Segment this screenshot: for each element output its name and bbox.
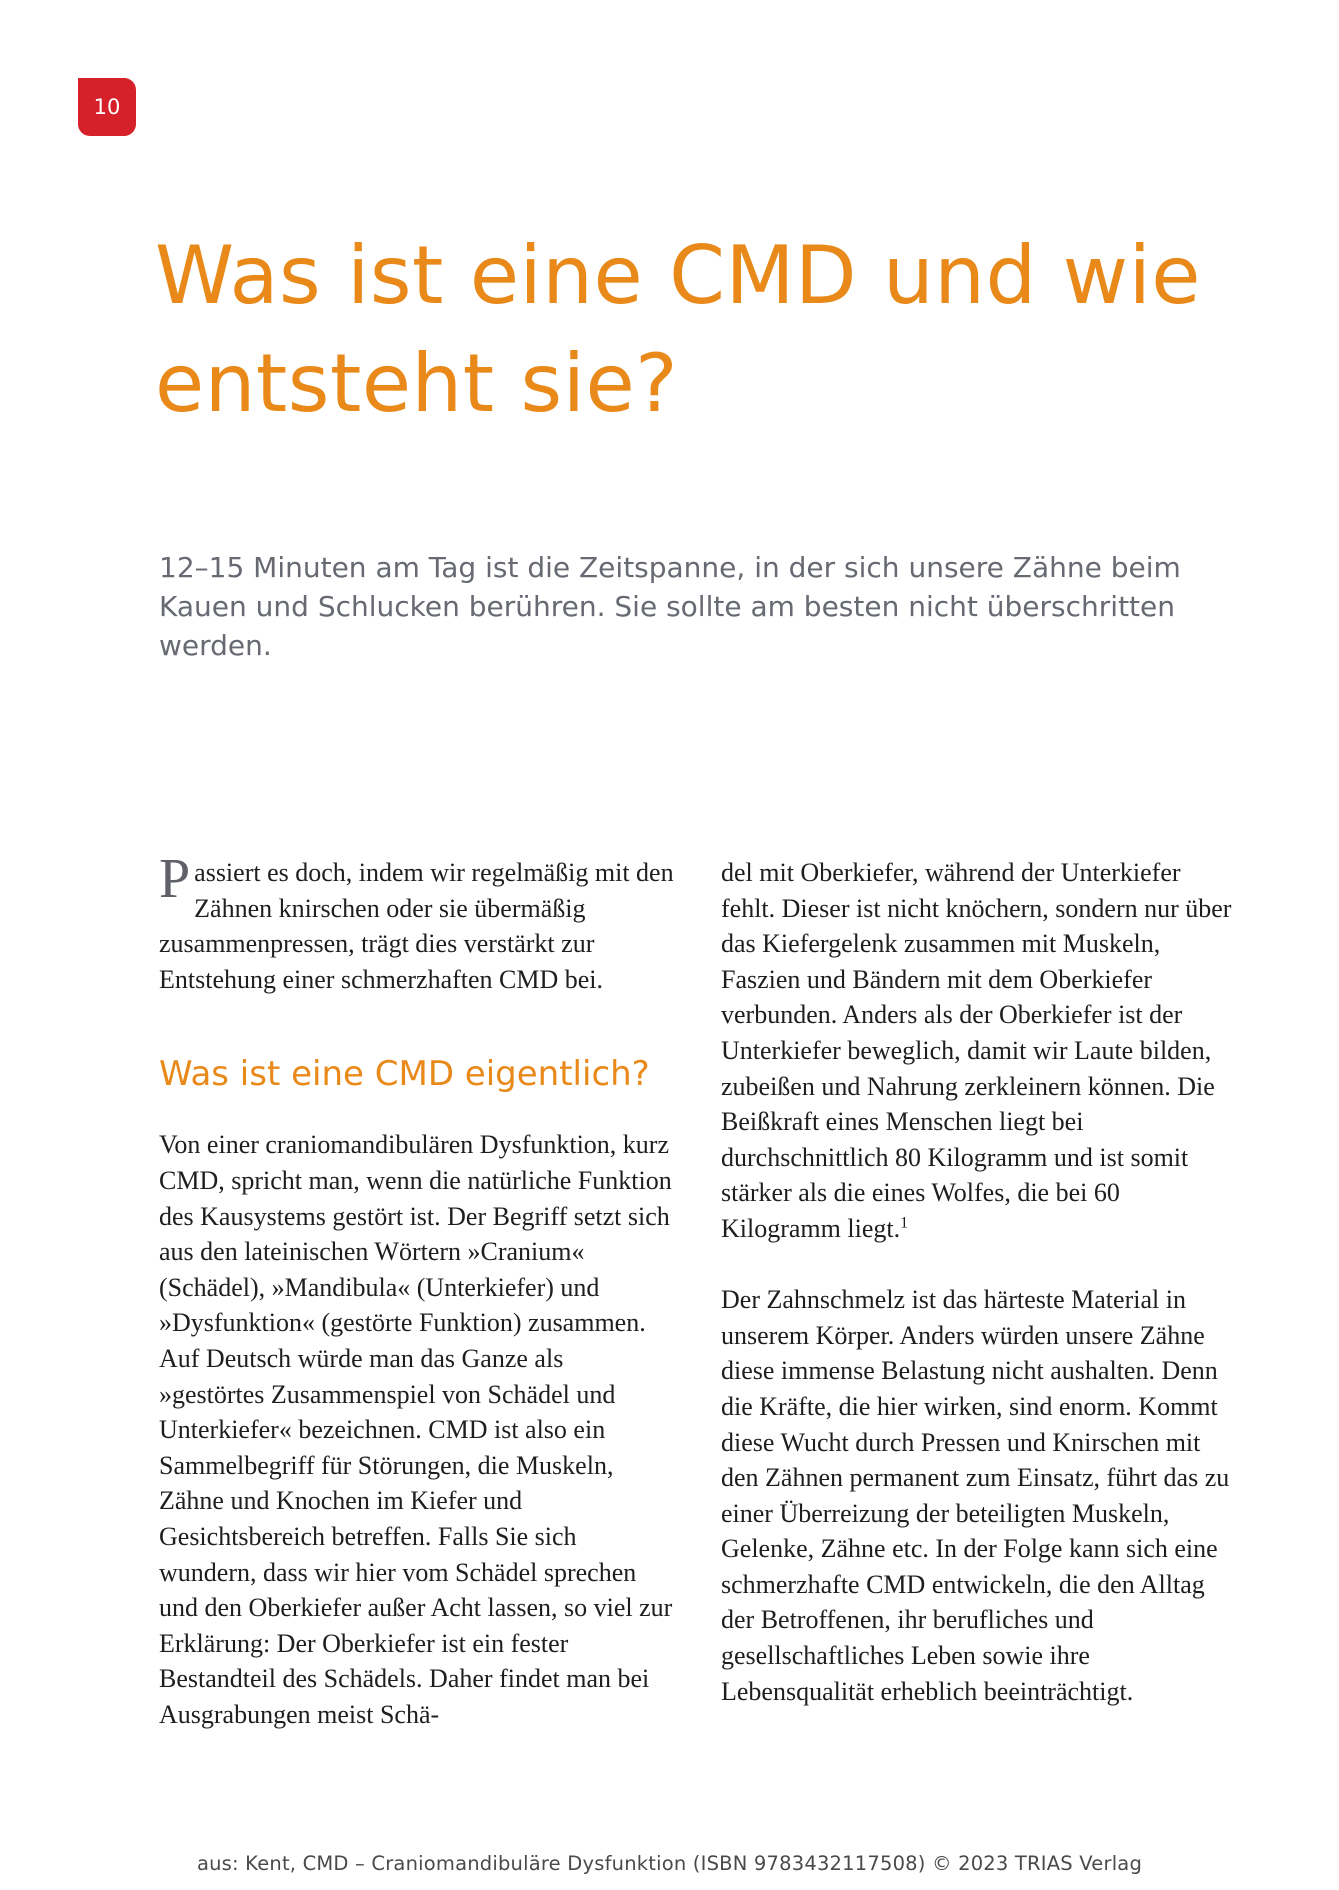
paragraph-spacer [721, 1247, 1237, 1283]
body-paragraph [721, 855, 1237, 1247]
body-paragraph: Von einer craniomandibulären Dysfunktion, kurz CMD, spricht man, wenn die natürliche Funktion des Kausystems gestört ist. Der Begriff setzt sich aus den lateinischen Wörtern »Cranium« (Schädel), »Mandibula« (Unterkiefer) und »Dysfunktion« (gestörte Funktion) zusammen. Auf Deutsch würde man das Ganze als »gestörtes Zusammenspiel von Schädel und Unterkiefer« bezeichnen. CMD ist also ein Sammelbegriff für Störungen, die Muskeln, Zähne und Knochen im Kiefer und Gesichtsbereich betreffen. Falls Sie sich wundern, dass wir hier vom Schädel sprechen und den Oberkiefer außer Acht lassen, so viel zur Erklärung: Der Oberkiefer ist ein fester Bestandteil des Schädels. Daher findet man bei Ausgrabungen meist Schä- [159, 1130, 673, 1729]
intro-text: 12–15 Minuten am Tag ist die Zeitspanne, in der sich unsere Zähne beim Kauen und Schlucken berühren. Sie sollte am besten nicht überschritten werden. [159, 551, 1181, 662]
right-column [721, 855, 1237, 1709]
source-footer: aus: Kent, CMD – Craniomandibuläre Dysfunktion (ISBN 9783432117508) © 2023 TRIAS Verlag [196, 1852, 1143, 1875]
drop-cap: P [159, 848, 191, 910]
page-number-badge: 10 [78, 78, 136, 136]
opening-paragraph [159, 848, 675, 997]
left-column [159, 848, 675, 1732]
section-heading: Was ist eine CMD eigentlich? [159, 1054, 650, 1095]
page-title: Was ist eine CMD und wie entsteht sie? [155, 229, 1202, 430]
paragraph-text: del mit Oberkiefer, während der Unterkiefer fehlt. Dieser ist nicht knöchern, sondern nur über das Kiefergelenk zusammen mit Muskeln, Faszien und Bändern mit dem Oberkiefer verbunden. Anders als der Oberkiefer ist der Unterkiefer beweglich, damit wir Laute bilden, zubeißen und Nahrung zerkleinern können. Die Beißkraft eines Menschen liegt bei durchschnittlich 80 Kilogramm und ist somit stärker als die eines Wolfes, die bei 60 Kilogramm liegt. [721, 858, 1232, 1243]
opening-text: assiert es doch, indem wir regelmäßig mit den Zähnen knirschen oder sie übermäßig zusammenpressen, trägt dies verstärkt zur Entstehung einer schmerzhaften CMD bei. [159, 858, 674, 994]
footnote-reference: 1 [900, 1214, 909, 1232]
body-paragraph: Der Zahnschmelz ist das härteste Material in unserem Körper. Anders würden unsere Zähne diese immense Belastung nicht aushalten. Denn die Kräfte, die hier wirken, sind enorm. Kommt diese Wucht durch Pressen und Knirschen mit den Zähnen permanent zum Einsatz, führt das zu einer Überreizung der beteiligten Muskeln, Gelenke, Zähne etc. In der Folge kann sich eine schmerzhafte CMD entwickeln, die den Alltag der Betroffenen, ihr berufliches und gesellschaftliches Leben sowie ihre Lebensqualität erheblich beeinträchtigt. [721, 1285, 1230, 1706]
